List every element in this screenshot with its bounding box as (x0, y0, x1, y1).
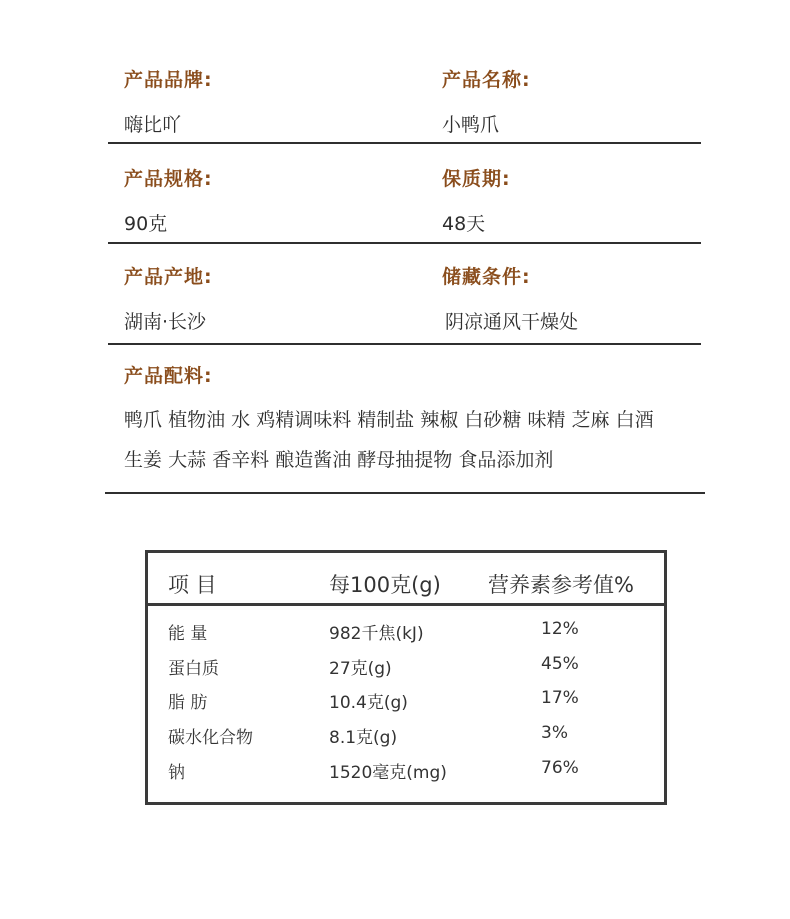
storage-label: 储藏条件: (442, 266, 531, 288)
ingredient-item: 白酒 (615, 409, 654, 431)
ingredient-item: 酿造酱油 (275, 449, 352, 471)
row-per100: 10.4克(g) (329, 693, 408, 713)
ingredient-item: 酵母抽提物 (357, 449, 453, 471)
ingredient-item: 香辛料 (212, 449, 270, 471)
ingredient-item: 白砂糖 (464, 409, 522, 431)
ingredient-item: 精制盐 (357, 409, 415, 431)
ingredient-item: 鸭爪 (124, 409, 163, 431)
origin-value: 湖南·长沙 (124, 311, 207, 333)
row-nrv: 3% (541, 723, 568, 743)
nutrition-table (145, 550, 667, 805)
ingredients-list (124, 400, 724, 480)
shelf-cell (442, 164, 742, 236)
storage-value: 阴凉通风干燥处 (445, 311, 579, 333)
row-item: 碳水化合物 (168, 728, 253, 748)
row-item: 能 量 (168, 624, 208, 644)
origin-cell (124, 262, 424, 334)
header-nrv: 营养素参考值% (488, 573, 634, 597)
ingredient-item: 芝麻 (571, 409, 610, 431)
ingredients-section (105, 343, 705, 494)
shelf-value: 48天 (442, 213, 486, 235)
header-item: 项 目 (168, 573, 217, 597)
ingredient-item: 植物油 (168, 409, 226, 431)
row-per100: 1520毫克(mg) (329, 763, 447, 783)
header-per100: 每100克(g) (329, 573, 441, 597)
nutrition-row-fat (148, 688, 664, 723)
shelf-label: 保质期: (442, 168, 511, 190)
row-nrv: 45% (541, 654, 579, 674)
row-per100: 8.1克(g) (329, 728, 398, 748)
row-per100: 982千焦(kJ) (329, 624, 424, 644)
row-item: 脂 肪 (168, 693, 208, 713)
ingredient-item: 水 (231, 409, 251, 431)
spec-cell (124, 164, 424, 236)
brand-cell (124, 65, 424, 137)
origin-label: 产品产地: (124, 266, 213, 288)
ingredient-item: 鸡精调味料 (256, 409, 352, 431)
nutrition-header-row (148, 553, 664, 606)
ingredient-item: 大蒜 (168, 449, 207, 471)
row-nrv: 12% (541, 619, 579, 639)
nutrition-row-carbohydrate (148, 723, 664, 758)
nutrition-row-protein (148, 654, 664, 689)
info-row-spec-shelf (108, 144, 701, 244)
brand-value: 嗨比吖 (124, 114, 182, 136)
nutrition-row-sodium (148, 758, 664, 793)
ingredient-item: 辣椒 (420, 409, 459, 431)
ingredients-label: 产品配料: (124, 365, 213, 387)
brand-label: 产品品牌: (124, 69, 213, 91)
ingredient-item: 味精 (527, 409, 566, 431)
name-value: 小鸭爪 (442, 114, 500, 136)
name-label: 产品名称: (442, 69, 531, 91)
info-row-brand-name (108, 60, 701, 144)
name-cell (442, 65, 742, 137)
ingredient-item: 生姜 (124, 449, 163, 471)
ingredient-item: 食品添加剂 (458, 449, 554, 471)
info-row-origin-storage (108, 244, 701, 345)
nutrition-row-energy (148, 619, 664, 654)
row-item: 蛋白质 (168, 659, 219, 679)
storage-cell (442, 262, 742, 334)
spec-value: 90克 (124, 213, 168, 235)
row-per100: 27克(g) (329, 659, 392, 679)
row-nrv: 17% (541, 688, 579, 708)
row-nrv: 76% (541, 758, 579, 778)
spec-label: 产品规格: (124, 168, 213, 190)
row-item: 钠 (168, 763, 185, 783)
